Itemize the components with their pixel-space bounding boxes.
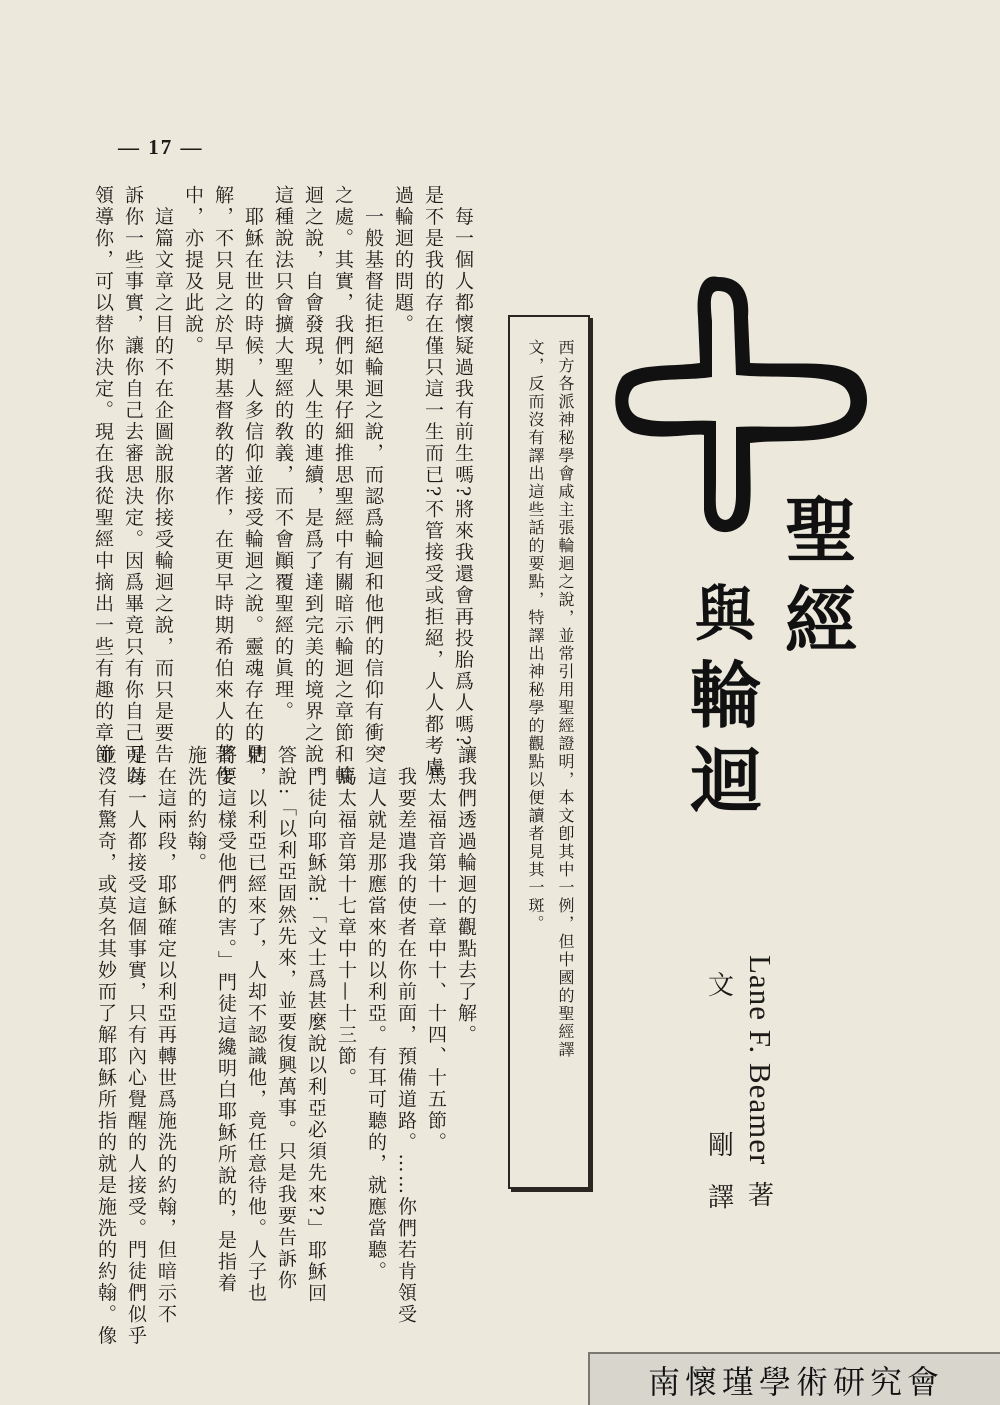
author-role: 著: [748, 1181, 775, 1211]
title-char-1: 聖: [785, 489, 858, 573]
intro-text: 西方各派神秘學會咸主張輪迴之說，並常引用聖經證明，本文卽其中一例，但中國的聖經譯 文，反而沒有譯出這些話的要點，特譯出神秘學的觀點以便讀者見其一斑。: [526, 339, 575, 1059]
page-number: — 17 —: [118, 135, 204, 159]
title-char-3: 與: [695, 580, 755, 650]
body-text-lower: 讓我們透過輪迴的觀點去了解。 馬太福音第十一章中十、十四、十五節。 我要差遣我的使者在你前面，預備道路。……你們若肯領受 ，這人就是那應當來的以利亞。有耳可聽的，就應當聽。 馬太福音第十七章中十—十三節。 門徒向耶穌說:「文士爲甚麼說以利亞必須先來?」耶穌回 答說:「以利亞固然先來，並要復興萬事。只是我要告訴你 們，以利亞已經來了，人却不認識他，竟任意待他。人子也 將要這樣受他們的害。」門徒這纔明白耶穌所說的，是指着 施洗的約翰。 在這兩段，耶穌確定以利亞再轉世爲施洗的約翰，但暗示不 是每一人都接受這個事實，只有內心覺醒的人接受。門徒們似乎 並沒有驚奇，或莫名其妙而了解耶穌所指的就是施洗的約翰。像: [95, 745, 477, 1347]
translator-role: 譯: [708, 1183, 735, 1213]
title-char-4: 輪: [690, 654, 763, 738]
author-name: Lane F. Beamer: [743, 955, 778, 1166]
intro-box: [508, 315, 590, 1189]
title-char-5: 迴: [690, 739, 763, 823]
title-char-2: 經: [785, 579, 858, 663]
body-text-upper: 每一個人都懷疑過我有前生嗎?將來我還會再投胎爲人嗎? 是不是我的存在僅只這一生而已?不管接受或拒絕，人人都考慮 過輪迴的問題。 一般基督徒拒絕輪迴之說，而認爲輪迴和他們的信仰有衝突 之處。其實，我們如果仔細推思聖經中有關暗示輪迴之章節和輪 迴之說，自會發現，人生的連續，是爲了達到完美的境界之說。 這種說法只會擴大聖經的敎義，而不會顚覆聖經的眞理。 耶穌在世的時候，人多信仰並接受輪迴之說。靈魂存在的見 解，不只見之於早期基督敎的著作，在更早時期希伯來人的著作 中，亦提及此說。 這篇文章之目的不在企圖說服你接受輪迴之說，而只是要告 訴你一些事實，讓你自己去審思決定。因爲畢竟只有你自己可以 領導你，可以替你決定。現在我從聖經中摘出一些有趣的章節，: [92, 185, 474, 787]
translator-name-1: 文: [708, 971, 735, 1001]
watermark-banner: 南懷瑾學術研究會: [588, 1352, 1000, 1405]
translator-name-2: 剛: [708, 1131, 735, 1161]
